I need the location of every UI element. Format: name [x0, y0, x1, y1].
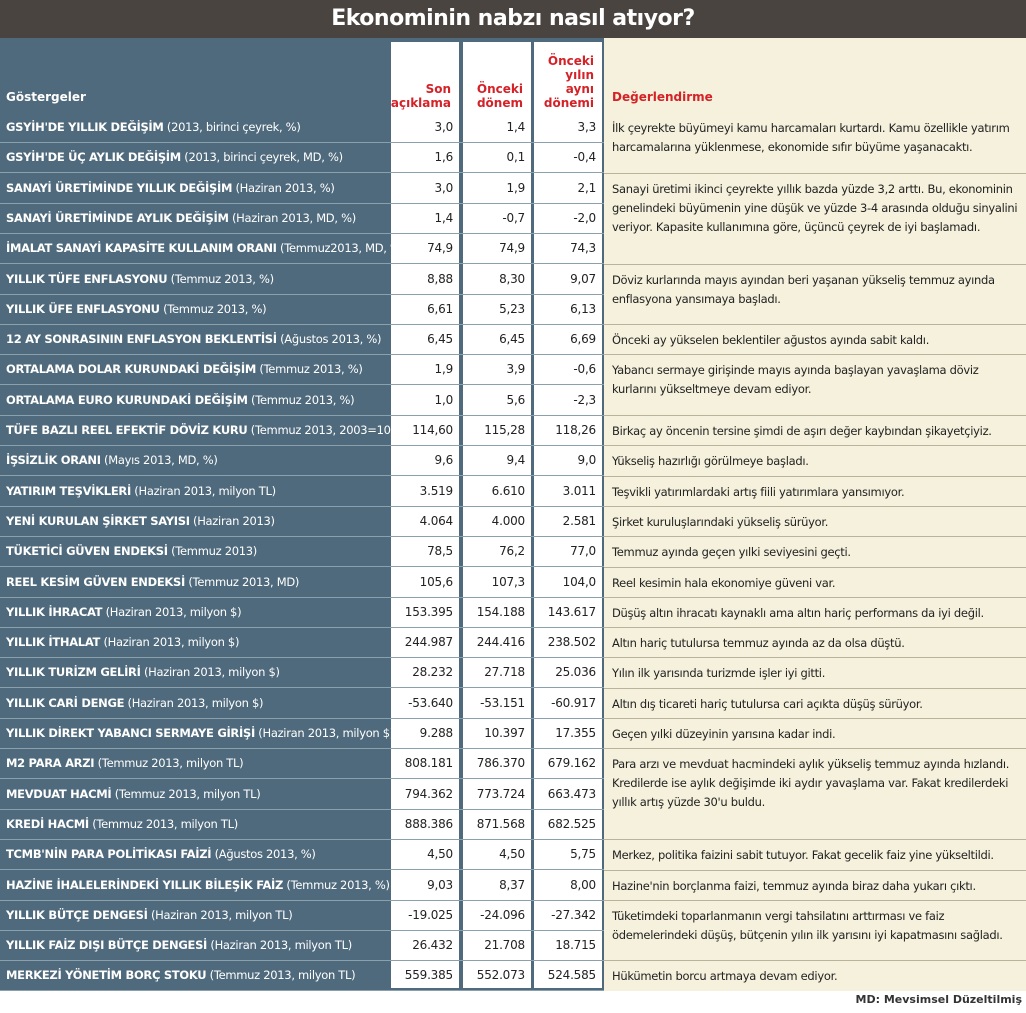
- comment-divider: [604, 870, 1026, 871]
- indicator-name: YATIRIM TEŞVİKLERİ: [6, 483, 131, 498]
- indicator-meta: (Temmuz 2013, %): [283, 877, 390, 892]
- indicator-meta: (Temmuz 2013, %): [255, 362, 363, 377]
- indicator-meta: (Haziran 2013, %): [232, 180, 335, 195]
- indicator-meta: (Haziran 2013, milyon TL): [207, 938, 352, 953]
- prev-year-value: 6,13: [570, 301, 596, 316]
- indicator-meta: (Temmuz 2013, %): [159, 301, 267, 316]
- evaluation-comment: Altın hariç tutulursa temmuz ayında az da olsa düştü.: [612, 636, 905, 651]
- comment-divider: [604, 324, 1026, 325]
- evaluation-comment: Düşüş altın ihracatı kaynaklı ama altın hariç performans da iyi değil.: [612, 605, 984, 620]
- indicator-name: ORTALAMA EURO KURUNDAKİ DEĞİŞİM: [6, 392, 248, 407]
- evaluation-comment: Şirket kuruluşlarındaki yükseliş sürüyor.: [612, 514, 829, 529]
- indicator-name: YILLIK BÜTÇE DENGESİ: [6, 907, 148, 922]
- table-row: [0, 537, 604, 567]
- indicator-meta: (Haziran 2013, milyon $): [100, 635, 240, 650]
- last-value: 9,03: [427, 877, 453, 892]
- indicator-name: İMALAT SANAYİ KAPASİTE KULLANIM ORANI: [6, 241, 277, 256]
- prev-year-value: 9,07: [570, 271, 596, 286]
- prev-year-value: 143.617: [547, 604, 596, 619]
- last-value: 559.385: [404, 968, 453, 983]
- indicator-name: TÜFE BAZLI REEL EFEKTİF DÖVİZ KURU: [6, 423, 248, 437]
- previous-value: 871.568: [476, 816, 525, 831]
- last-value: 3,0: [434, 120, 453, 134]
- table-row: [0, 174, 604, 204]
- indicator-name: 12 AY SONRASININ ENFLASYON BEKLENTİSİ: [6, 332, 277, 347]
- last-value: 6,61: [427, 301, 453, 316]
- table-row: [0, 719, 604, 749]
- indicator-label: [6, 719, 394, 748]
- evaluation-comment: Merkez, politika faizini sabit tutuyor. Fakat gecelik faiz yine yükseltildi.: [612, 848, 994, 863]
- evaluation-comment: Hazine'nin borçlanma faizi, temmuz ayında biraz daha yukarı çıktı.: [612, 878, 976, 893]
- table-row: [0, 295, 604, 325]
- comment-divider: [604, 900, 1026, 901]
- previous-value: -24.096: [480, 907, 525, 922]
- last-value: 1,0: [434, 392, 453, 407]
- indicator-label: [6, 628, 390, 657]
- evaluation-comment: Tüketimdeki toparlanmanın vergi tahsilatını arttırması ve faiz ödemelerindeki düşüş, bütçenin yılın ilk yarısını iyi kapatmasını sağladı.: [612, 908, 1003, 942]
- previous-value: 74,9: [499, 241, 525, 256]
- evaluation-comment: Yılın ilk yarısında turizmde işler iyi gitti.: [612, 666, 826, 681]
- indicator-meta: (Haziran 2013, milyon $): [124, 695, 264, 710]
- footer-note: MD: Mevsimsel Düzeltilmiş: [855, 993, 1022, 1006]
- indicator-label: [6, 840, 390, 869]
- indicators-header: Göstergeler: [6, 90, 86, 104]
- prev-year-value: 118,26: [555, 423, 596, 437]
- previous-value: -53.151: [480, 695, 525, 710]
- table-row: [0, 780, 604, 810]
- last-value: 244.987: [404, 635, 453, 650]
- evaluation-comment: Birkaç ay öncenin tersine şimdi de aşırı değer kaybından şikayetçiyiz.: [612, 424, 992, 438]
- previous-value: 27.718: [484, 665, 525, 680]
- evaluation-comment: Teşvikli yatırımlardaki artış fiili yatırımlara yansımıyor.: [612, 484, 905, 499]
- indicator-name: YILLIK TURİZM GELİRİ: [6, 665, 141, 680]
- previous-value: 9,4: [506, 453, 525, 468]
- indicator-label: [6, 446, 390, 475]
- indicator-name: KREDİ HACMİ: [6, 816, 89, 831]
- table-row: [0, 931, 604, 961]
- indicator-meta: (Temmuz 2013, %): [247, 392, 355, 407]
- prev-year-value: 18.715: [555, 938, 596, 953]
- table-row: [0, 507, 604, 537]
- previous-value: 786.370: [476, 756, 525, 771]
- table-row: [0, 871, 604, 901]
- previous-value: 4,50: [499, 847, 525, 862]
- indicator-meta: (Temmuz 2013, milyon TL): [88, 816, 238, 831]
- prev-year-value: 17.355: [555, 726, 596, 740]
- previous-value: -0,7: [502, 210, 525, 225]
- indicator-label: [6, 931, 390, 960]
- prev-year-value: -27.342: [551, 907, 596, 922]
- indicator-label: [6, 355, 390, 384]
- comment-divider: [604, 839, 1026, 840]
- indicator-name: MEVDUAT HACMİ: [6, 786, 112, 801]
- indicator-name: YILLIK FAİZ DIŞI BÜTÇE DENGESİ: [6, 938, 208, 953]
- indicator-label: [6, 386, 390, 415]
- indicator-label: [6, 204, 390, 233]
- comment-divider: [604, 688, 1026, 689]
- indicator-label: [6, 295, 390, 324]
- table-row: [0, 628, 604, 658]
- indicator-name: SANAYİ ÜRETİMİNDE YILLIK DEĞİŞİM: [6, 180, 233, 195]
- indicator-label: [6, 325, 390, 354]
- evaluation-comment: Önceki ay yükselen beklentiler ağustos ayında sabit kaldı.: [612, 333, 930, 348]
- indicator-meta: (Haziran 2013, milyon $): [140, 665, 280, 680]
- previous-value: 154.188: [476, 604, 525, 619]
- indicator-name: MERKEZİ YÖNETİM BORÇ STOKU: [6, 968, 207, 983]
- indicator-meta: (Temmuz 2013, %): [167, 271, 274, 286]
- prev-year-value: 6,69: [570, 332, 596, 347]
- indicator-name: TCMB'NİN PARA POLİTİKASI FAİZİ: [6, 847, 212, 862]
- indicator-meta: (2013, birinci çeyrek, MD, %): [180, 150, 343, 165]
- previous-value: 773.724: [476, 786, 525, 801]
- last-value: 153.395: [404, 604, 453, 619]
- last-value: 808.181: [404, 756, 453, 771]
- evaluation-comment: Geçen yılki düzeyinin yarısına kadar indi.: [612, 727, 836, 741]
- comment-divider: [604, 748, 1026, 749]
- indicator-label: [6, 780, 390, 809]
- prev-year-value: -0,6: [573, 362, 596, 377]
- last-value: 26.432: [412, 938, 453, 953]
- comment-divider: [604, 627, 1026, 628]
- indicator-meta: (Haziran 2013): [189, 513, 275, 528]
- previous-value: 10.397: [484, 726, 525, 740]
- prev-year-value: 104,0: [562, 574, 596, 589]
- indicator-label: [6, 234, 405, 263]
- indicator-meta: (Haziran 2013, milyon $): [254, 726, 394, 740]
- table-row: [0, 568, 604, 598]
- previous-value: 21.708: [484, 938, 525, 953]
- indicator-meta: (Temmuz 2013, milyon TL): [111, 786, 261, 801]
- table-row: [0, 325, 604, 355]
- indicator-label: [6, 568, 390, 597]
- indicator-label: [6, 961, 390, 990]
- prev-year-value: 524.585: [547, 968, 596, 983]
- evaluation-comment: Altın dış ticareti hariç tutulursa cari açıkta düşüş sürüyor.: [612, 696, 923, 711]
- last-value: 74,9: [427, 241, 453, 256]
- indicator-label: [6, 598, 390, 627]
- indicator-name: YILLIK TÜFE ENFLASYONU: [6, 271, 168, 286]
- indicator-name: TÜKETİCİ GÜVEN ENDEKSİ: [6, 544, 168, 559]
- comment-divider: [604, 264, 1026, 265]
- previous-value: 8,30: [499, 271, 525, 286]
- indicator-name: ORTALAMA DOLAR KURUNDAKİ DEĞİŞİM: [6, 362, 256, 377]
- indicator-name: YILLIK ÜFE ENFLASYONU: [6, 301, 160, 316]
- prev-year-value: 8,00: [570, 877, 596, 892]
- evaluation-comment: Yabancı sermaye girişinde mayıs ayında başlayan yavaşlama döviz kurlarını yükseltmeye devam ediyor.: [612, 363, 979, 397]
- indicator-meta: (Haziran 2013, milyon $): [102, 604, 242, 619]
- evaluation-comment: Sanayi üretimi ikinci çeyrekte yıllık bazda yüzde 3,2 arttı. Bu, ekonominin genelindeki büyümenin yine düşük ve yüzde 3-4 arasında olduğu sinyalini veriyor. Kapasite kullanımına göre, üçüncü çeyrek de iyi başlamadı.: [612, 181, 1018, 234]
- indicator-meta: (Haziran 2013, milyon TL): [147, 907, 293, 922]
- indicator-name: İŞSİZLİK ORANI: [6, 453, 101, 468]
- previous-value: 115,28: [484, 423, 525, 437]
- table-row: [0, 355, 604, 385]
- last-value: -19.025: [408, 907, 453, 922]
- table-row: [0, 234, 604, 264]
- row-divider: [0, 990, 604, 991]
- evaluation-comment: Para arzı ve mevduat hacmindeki aylık yükseliş temmuz ayında hızlandı. Kredilerde ise aylık değişimde iki aydır yavaşlama var. Fakat kredilerdeki yıllık artış yüzde 30'u buldu.: [612, 757, 1010, 810]
- prev-year-value: 9,0: [577, 453, 596, 468]
- comment-divider: [604, 657, 1026, 658]
- previous-value: 4.000: [491, 513, 525, 528]
- table-row: [0, 446, 604, 476]
- indicator-label: [6, 658, 390, 687]
- last-value: 78,5: [427, 544, 453, 559]
- comment-divider: [604, 415, 1026, 416]
- previous-header: Önceki dönem: [476, 82, 523, 110]
- indicator-label: [6, 174, 390, 203]
- previous-value: 5,23: [499, 301, 525, 316]
- table-row: [0, 749, 604, 779]
- prev-year-value: 3.011: [562, 483, 596, 498]
- table-row: [0, 810, 604, 840]
- indicator-name: REEL KESİM GÜVEN ENDEKSİ: [6, 574, 185, 589]
- indicator-label: [6, 871, 390, 900]
- indicator-meta: (Mayıs 2013, MD, %): [100, 453, 218, 468]
- table-row: [0, 143, 604, 173]
- page-title: Ekonominin nabzı nasıl atıyor?: [0, 0, 1026, 38]
- prev-year-value: 679.162: [547, 756, 596, 771]
- indicator-label: [6, 689, 390, 718]
- table-row: [0, 658, 604, 688]
- last-value: 9.288: [419, 726, 453, 740]
- table-row: [0, 840, 604, 870]
- evaluation-comment: Döviz kurlarında mayıs ayından beri yaşanan yükseliş temmuz ayında enflasyona yansımaya başladı.: [612, 272, 995, 306]
- indicator-name: YILLIK İTHALAT: [6, 635, 101, 650]
- comment-divider: [604, 354, 1026, 355]
- comment-divider: [604, 173, 1026, 174]
- previous-value: 0,1: [506, 150, 525, 165]
- table-row: [0, 901, 604, 931]
- previous-value: 1,9: [506, 180, 525, 195]
- prev-year-value: 5,75: [570, 847, 596, 862]
- prev-year-value: 25.036: [555, 665, 596, 680]
- indicator-label: [6, 143, 390, 172]
- previous-value: 107,3: [491, 574, 525, 589]
- indicator-meta: (Temmuz2013, MD, %): [276, 241, 405, 256]
- prev-year-value: -60.917: [551, 695, 596, 710]
- prev-year-header: Önceki yılın aynı dönemi: [543, 54, 594, 110]
- table-row: [0, 386, 604, 416]
- indicator-name: YILLIK CARİ DENGE: [6, 695, 125, 710]
- last-value: 1,9: [434, 362, 453, 377]
- last-value: 9,6: [434, 453, 453, 468]
- prev-year-value: 3,3: [577, 120, 596, 134]
- table-row: [0, 416, 604, 446]
- last-value: 8,88: [427, 271, 453, 286]
- last-value: 1,6: [434, 150, 453, 165]
- comment-divider: [604, 536, 1026, 537]
- indicator-name: YILLIK İHRACAT: [6, 604, 103, 619]
- indicator-meta: (Temmuz 2013): [167, 544, 257, 559]
- indicator-name: GSYİH'DE YILLIK DEĞİŞİM: [6, 120, 164, 134]
- indicator-meta: (2013, birinci çeyrek, %): [163, 120, 301, 134]
- comment-divider: [604, 476, 1026, 477]
- table-row: [0, 477, 604, 507]
- previous-value: 3,9: [506, 362, 525, 377]
- indicator-label: [6, 507, 390, 536]
- indicator-meta: (Ağustos 2013, %): [276, 332, 382, 347]
- previous-value: 8,37: [499, 877, 525, 892]
- indicator-name: YENİ KURULAN ŞİRKET SAYISI: [6, 513, 190, 528]
- indicator-label: [6, 416, 402, 445]
- indicator-label: [6, 113, 390, 142]
- prev-year-value: 77,0: [570, 544, 596, 559]
- last-value: 105,6: [419, 574, 453, 589]
- indicator-name: M2 PARA ARZI: [6, 756, 95, 771]
- indicator-meta: (Haziran 2013, milyon TL): [130, 483, 276, 498]
- prev-year-value: -2,3: [573, 392, 596, 407]
- indicator-meta: (Haziran 2013, MD, %): [228, 210, 356, 225]
- indicator-label: [6, 901, 390, 930]
- table-row: [0, 598, 604, 628]
- previous-value: 1,4: [506, 120, 525, 134]
- comment-divider: [604, 506, 1026, 507]
- last-value: 4,50: [427, 847, 453, 862]
- indicator-name: GSYİH'DE ÜÇ AYLIK DEĞİŞİM: [6, 150, 181, 165]
- prev-year-value: 682.525: [547, 816, 596, 831]
- previous-value: 6,45: [499, 332, 525, 347]
- comment-divider: [604, 597, 1026, 598]
- indicator-meta: (Ağustos 2013, %): [211, 847, 316, 862]
- indicator-name: HAZİNE İHALELERİNDEKİ YILLIK BİLEŞİK FAİZ: [6, 877, 284, 892]
- last-header: Son açıklama: [390, 82, 451, 110]
- prev-year-value: 663.473: [547, 786, 596, 801]
- indicator-meta: (Temmuz 2013, 2003=100): [247, 423, 402, 437]
- last-value: 28.232: [412, 665, 453, 680]
- prev-year-value: -2,0: [573, 210, 596, 225]
- indicator-label: [6, 810, 390, 839]
- evaluation-comment: Reel kesimin hala ekonomiye güveni var.: [612, 575, 836, 590]
- indicator-label: [6, 265, 390, 294]
- previous-value: 552.073: [476, 968, 525, 983]
- table-row: [0, 265, 604, 295]
- previous-value: 5,6: [506, 392, 525, 407]
- evaluation-header: Değerlendirme: [612, 90, 713, 104]
- previous-value: 6.610: [491, 483, 525, 498]
- last-value: 4.064: [419, 513, 453, 528]
- evaluation-comment: Hükümetin borcu artmaya devam ediyor.: [612, 969, 838, 984]
- evaluation-comment: Yükseliş hazırlığı görülmeye başladı.: [612, 454, 809, 469]
- indicator-meta: (Temmuz 2013, MD): [185, 574, 300, 589]
- table-row: [0, 113, 604, 143]
- last-value: 1,4: [434, 210, 453, 225]
- indicator-name: YILLIK DİREKT YABANCI SERMAYE GİRİŞİ: [6, 726, 255, 740]
- indicator-meta: (Temmuz 2013, milyon TL): [94, 756, 244, 771]
- comment-divider: [604, 960, 1026, 961]
- prev-year-value: 74,3: [570, 241, 596, 256]
- comment-divider: [604, 445, 1026, 446]
- last-value: 794.362: [404, 786, 453, 801]
- evaluation-comment: İlk çeyrekte büyümeyi kamu harcamaları kurtardı. Kamu özellikle yatırım harcamalarına yüklenmese, ekonomide sıfır büyüme yaşanacaktı.: [612, 121, 1010, 154]
- previous-value: 76,2: [499, 544, 525, 559]
- evaluation-comment: Temmuz ayında geçen yılki seviyesini geçti.: [612, 545, 851, 560]
- last-value: 6,45: [427, 332, 453, 347]
- indicator-label: [6, 477, 390, 506]
- table-row: [0, 204, 604, 234]
- table-row: [0, 961, 604, 991]
- indicator-label: [6, 537, 390, 566]
- comment-divider: [604, 567, 1026, 568]
- indicator-meta: (Temmuz 2013, milyon TL): [206, 968, 356, 983]
- indicator-label: [6, 749, 390, 778]
- prev-year-value: 2,1: [577, 180, 596, 195]
- indicator-name: SANAYİ ÜRETİMİNDE AYLIK DEĞİŞİM: [6, 210, 229, 225]
- previous-value: 244.416: [476, 635, 525, 650]
- prev-year-value: 238.502: [547, 635, 596, 650]
- prev-year-value: -0,4: [573, 150, 596, 165]
- last-value: 3.519: [419, 483, 453, 498]
- table-row: [0, 689, 604, 719]
- last-value: 3,0: [434, 180, 453, 195]
- last-value: 114,60: [412, 423, 453, 437]
- prev-year-value: 2.581: [562, 513, 596, 528]
- comment-divider: [604, 718, 1026, 719]
- last-value: -53.640: [408, 695, 453, 710]
- last-value: 888.386: [404, 816, 453, 831]
